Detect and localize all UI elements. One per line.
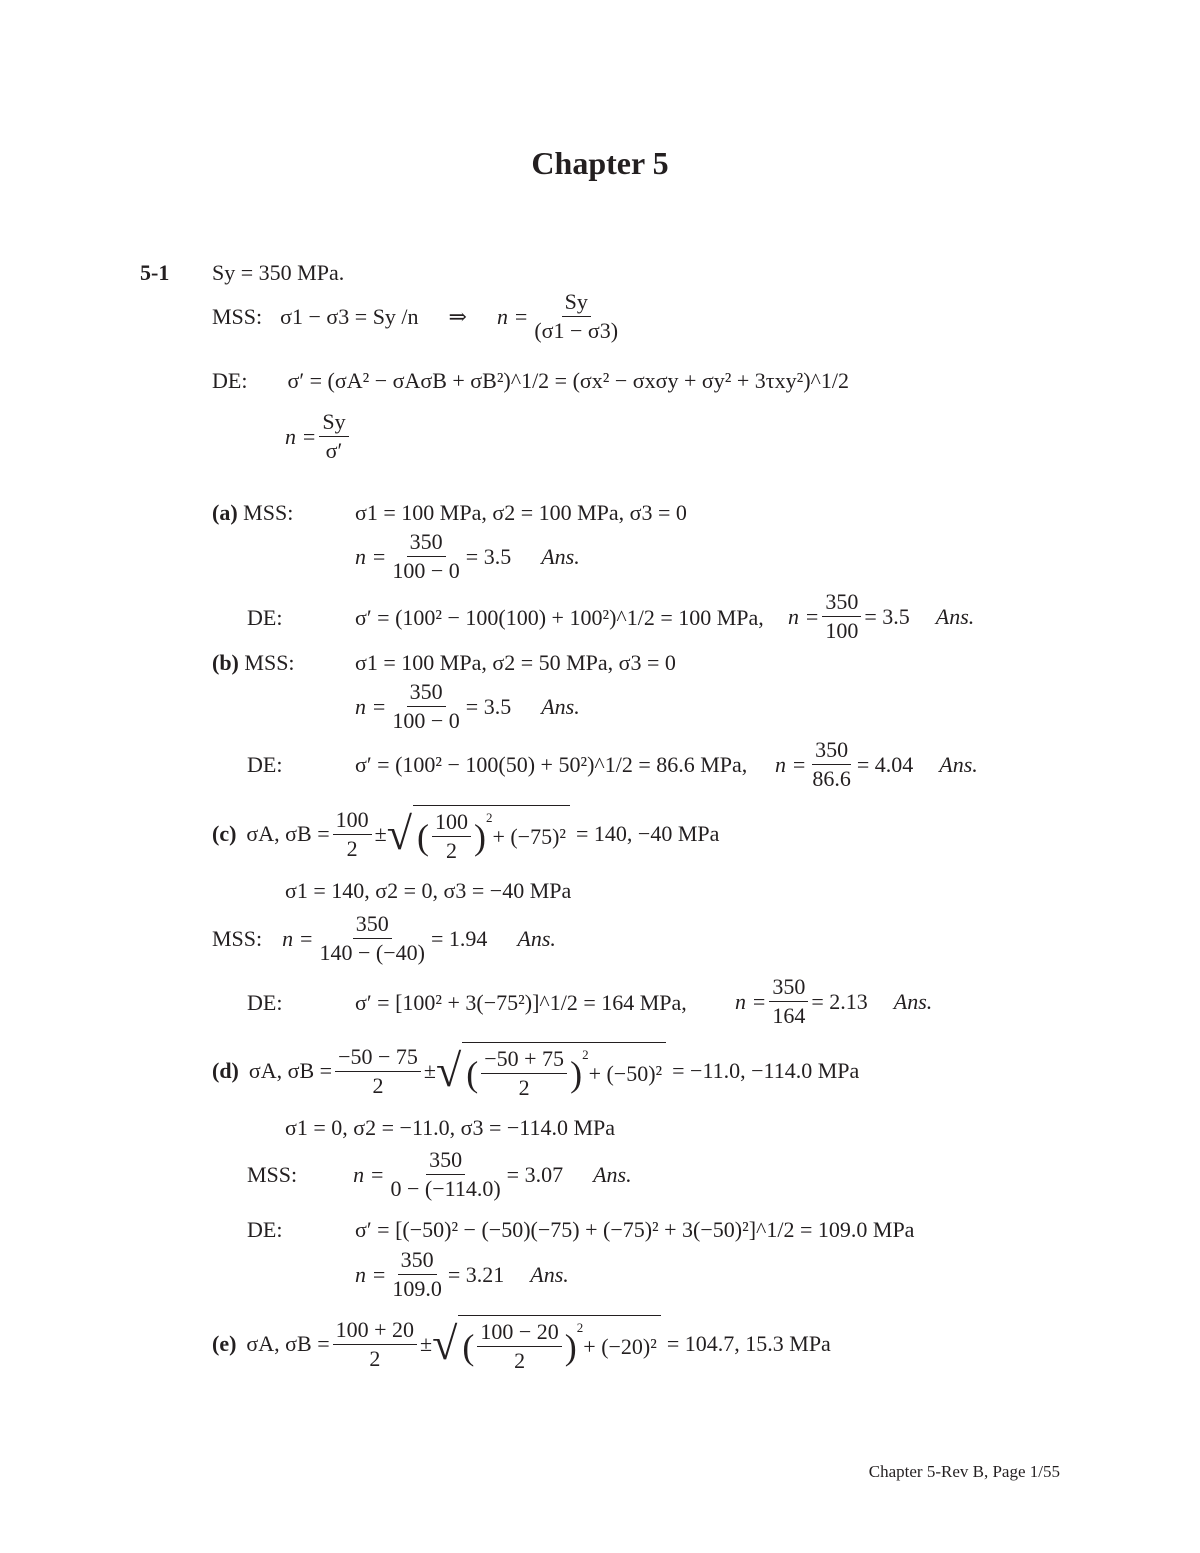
paren-icon: ) (570, 1053, 583, 1094)
n-value: = 3.5 (465, 693, 512, 719)
fraction-denominator: 86.6 (812, 766, 851, 792)
fraction-numerator: Sy (562, 290, 591, 317)
part-a-mss-n (355, 530, 580, 583)
answer-marker: Ans. (593, 1161, 632, 1187)
fraction (333, 1318, 417, 1371)
part-label: (d) (212, 1058, 239, 1084)
paren-icon: ) (473, 816, 486, 857)
answer-marker: Ans. (935, 603, 975, 629)
part-a-de-equation: σ′ = (100² − 100(100) + 100²)^1/2 = 100 MPa, (355, 605, 764, 630)
square-root (436, 1042, 666, 1100)
fraction (389, 530, 462, 583)
fraction (481, 1047, 567, 1100)
mss-label: MSS: (247, 1161, 298, 1187)
fraction (333, 808, 372, 861)
fraction-denominator: 164 (772, 1003, 806, 1029)
fraction-denominator: 140 − (−40) (319, 940, 425, 966)
mss-criterion (212, 290, 624, 343)
mss-label: MSS: (243, 500, 294, 525)
mss-label: MSS: (212, 925, 263, 951)
part-d-de-label: DE: (247, 1217, 283, 1242)
part-e-principal-calc (212, 1315, 831, 1373)
part-d-principal-calc (212, 1042, 859, 1100)
n-equals: n = (355, 543, 387, 569)
n-equals: n = (355, 693, 387, 719)
fraction (769, 975, 808, 1028)
n-value: = 3.5 (465, 543, 512, 569)
fraction-denominator: 100 − 0 (392, 558, 460, 584)
n-value: = 3.21 (447, 1261, 505, 1287)
de-equation: σ′ = (σA² − σAσB + σB²)^1/2 = (σx² − σxσy + σy² + 3τxy²)^1/2 (287, 368, 849, 393)
principal-result: = −11.0, −114.0 MPa (672, 1058, 860, 1084)
answer-marker: Ans. (541, 693, 580, 719)
part-label: (b) (212, 650, 239, 675)
n-equals: n = (496, 303, 529, 329)
fraction-denominator: 2 (372, 1072, 384, 1098)
exponent: 2 (582, 1047, 589, 1062)
part-label: (e) (212, 1331, 237, 1357)
n-value: = 3.5 (864, 603, 910, 629)
fraction-numerator: 350 (769, 975, 808, 1002)
n-value: = 4.04 (856, 751, 914, 777)
part-a-mss-label (212, 500, 293, 526)
fraction-denominator: σ′ (325, 438, 343, 464)
de-safety-factor (285, 410, 352, 463)
n-value: = 1.94 (430, 925, 488, 951)
fraction-denominator: 100 − 0 (392, 708, 460, 734)
radicand-term: + (−75)² (492, 823, 566, 849)
fraction-numerator: 350 (398, 1248, 437, 1275)
mss-fraction (531, 290, 621, 343)
fraction (432, 810, 471, 863)
n-equals: n = (353, 1161, 385, 1187)
mss-equation: σ1 − σ3 = Sy /n (280, 303, 419, 329)
radical-sign-icon: √ (386, 808, 412, 860)
part-b-stresses: σ1 = 100 MPa, σ2 = 50 MPa, σ3 = 0 (355, 650, 676, 675)
part-b-de-equation: σ′ = (100² − 100(50) + 50²)^1/2 = 86.6 MPa, (355, 752, 748, 777)
fraction-numerator: 350 (353, 912, 392, 939)
fraction-numerator: −50 − 75 (335, 1045, 421, 1072)
fraction (822, 590, 861, 643)
fraction-numerator: 100 + 20 (333, 1318, 417, 1345)
fraction (335, 1045, 421, 1098)
part-c-de-label: DE: (247, 990, 283, 1015)
fraction-denominator: 0 − (−114.0) (390, 1176, 501, 1202)
part-b-de-n (775, 738, 978, 791)
principal-result: = 140, −40 MPa (576, 821, 720, 847)
de-criterion (212, 368, 849, 394)
radical-sign-icon: √ (435, 1045, 462, 1097)
plus-minus: ± (420, 1331, 433, 1357)
fraction (317, 912, 428, 965)
radicand-term: + (−20)² (583, 1333, 657, 1359)
principal-result: = 104.7, 15.3 MPa (666, 1331, 831, 1357)
fraction-denominator: 2 (346, 835, 358, 861)
n-equals: n = (285, 423, 317, 449)
paren-icon: ) (564, 1326, 577, 1367)
fraction (477, 1320, 561, 1373)
paren-icon: ( (416, 816, 429, 857)
exponent: 2 (576, 1320, 584, 1335)
n-equals: n = (788, 603, 820, 629)
problem-number: 5-1 (140, 260, 170, 285)
part-d-mss (247, 1148, 632, 1201)
part-d-de-n (355, 1248, 569, 1301)
answer-marker: Ans. (893, 988, 933, 1014)
part-b-de-label: DE: (247, 752, 283, 777)
part-a-stresses: σ1 = 100 MPa, σ2 = 100 MPa, σ3 = 0 (355, 500, 687, 525)
fraction-numerator: 350 (822, 590, 861, 617)
part-c-mss (212, 912, 556, 965)
de-fraction (319, 410, 348, 463)
n-equals: n = (355, 1261, 387, 1287)
fraction-numerator: 350 (407, 680, 446, 707)
n-value: = 2.13 (811, 988, 868, 1014)
fraction (809, 738, 854, 791)
n-equals: n = (775, 751, 807, 777)
fraction-denominator: 2 (518, 1075, 530, 1101)
answer-marker: Ans. (517, 925, 556, 951)
fraction-numerator: Sy (319, 410, 348, 437)
radicand-term: + (−50)² (588, 1060, 663, 1086)
fraction-numerator: 350 (407, 530, 446, 557)
fraction-denominator: (σ1 − σ3) (534, 318, 619, 344)
answer-marker: Ans. (939, 751, 978, 777)
plus-minus: ± (423, 1058, 436, 1084)
part-c-de-equation: σ′ = [100² + 3(−75²)]^1/2 = 164 MPa, (355, 990, 687, 1015)
part-b-mss-label (212, 650, 295, 676)
fraction-numerator: 350 (426, 1148, 465, 1175)
radicand (413, 805, 570, 863)
part-d-principal-stresses: σ1 = 0, σ2 = −11.0, σ3 = −114.0 MPa (285, 1115, 616, 1140)
principal-lhs: σA, σB = (246, 1331, 330, 1357)
fraction-numerator: 350 (812, 738, 851, 765)
fraction-numerator: 100 (333, 808, 372, 835)
principal-lhs: σA, σB = (248, 1058, 333, 1084)
n-equals: n = (735, 988, 767, 1014)
fraction-numerator: −50 + 75 (481, 1047, 567, 1074)
fraction (389, 680, 462, 733)
page-title: Chapter 5 (531, 145, 669, 181)
paren-icon: ( (466, 1053, 479, 1094)
part-c-principal-calc (212, 805, 719, 863)
fraction-denominator: 2 (369, 1345, 381, 1371)
given-yield-strength: Sy = 350 MPa. (212, 260, 345, 285)
fraction (389, 1248, 445, 1301)
part-b-mss-n (355, 680, 580, 733)
fraction-denominator: 109.0 (392, 1276, 442, 1302)
n-value: = 3.07 (506, 1161, 564, 1187)
part-d-de-equation: σ′ = [(−50)² − (−50)(−75) + (−75)² + 3(−50)²]^1/2 = 109.0 MPa (355, 1217, 915, 1242)
answer-marker: Ans. (530, 1261, 569, 1287)
square-root (432, 1315, 661, 1373)
radicand (458, 1315, 660, 1373)
part-c-principal-stresses: σ1 = 140, σ2 = 0, σ3 = −40 MPa (285, 878, 572, 903)
part-a-de-n (788, 590, 974, 643)
fraction-denominator: 2 (514, 1348, 526, 1374)
part-c-de-n (735, 975, 932, 1028)
fraction-denominator: 100 (825, 618, 859, 644)
mss-label: MSS: (212, 303, 263, 329)
square-root (387, 805, 570, 863)
part-label: (c) (212, 821, 237, 847)
fraction (388, 1148, 504, 1201)
part-a-de-label: DE: (247, 605, 283, 630)
radicand (462, 1042, 666, 1100)
fraction-denominator: 2 (445, 838, 457, 864)
answer-marker: Ans. (541, 543, 580, 569)
radical-sign-icon: √ (432, 1318, 458, 1370)
fraction-numerator: 100 − 20 (477, 1320, 561, 1347)
part-label: (a) (212, 500, 238, 525)
principal-lhs: σA, σB = (246, 821, 330, 847)
exponent: 2 (485, 810, 493, 825)
page-footer: Chapter 5-Rev B, Page 1/55 (868, 1462, 1060, 1481)
de-label: DE: (212, 368, 248, 393)
implies-arrow: ⇒ (448, 303, 467, 329)
n-equals: n = (282, 925, 314, 951)
fraction-numerator: 100 (432, 810, 471, 837)
plus-minus: ± (374, 821, 387, 847)
paren-icon: ( (462, 1326, 475, 1367)
mss-label: MSS: (244, 650, 295, 675)
